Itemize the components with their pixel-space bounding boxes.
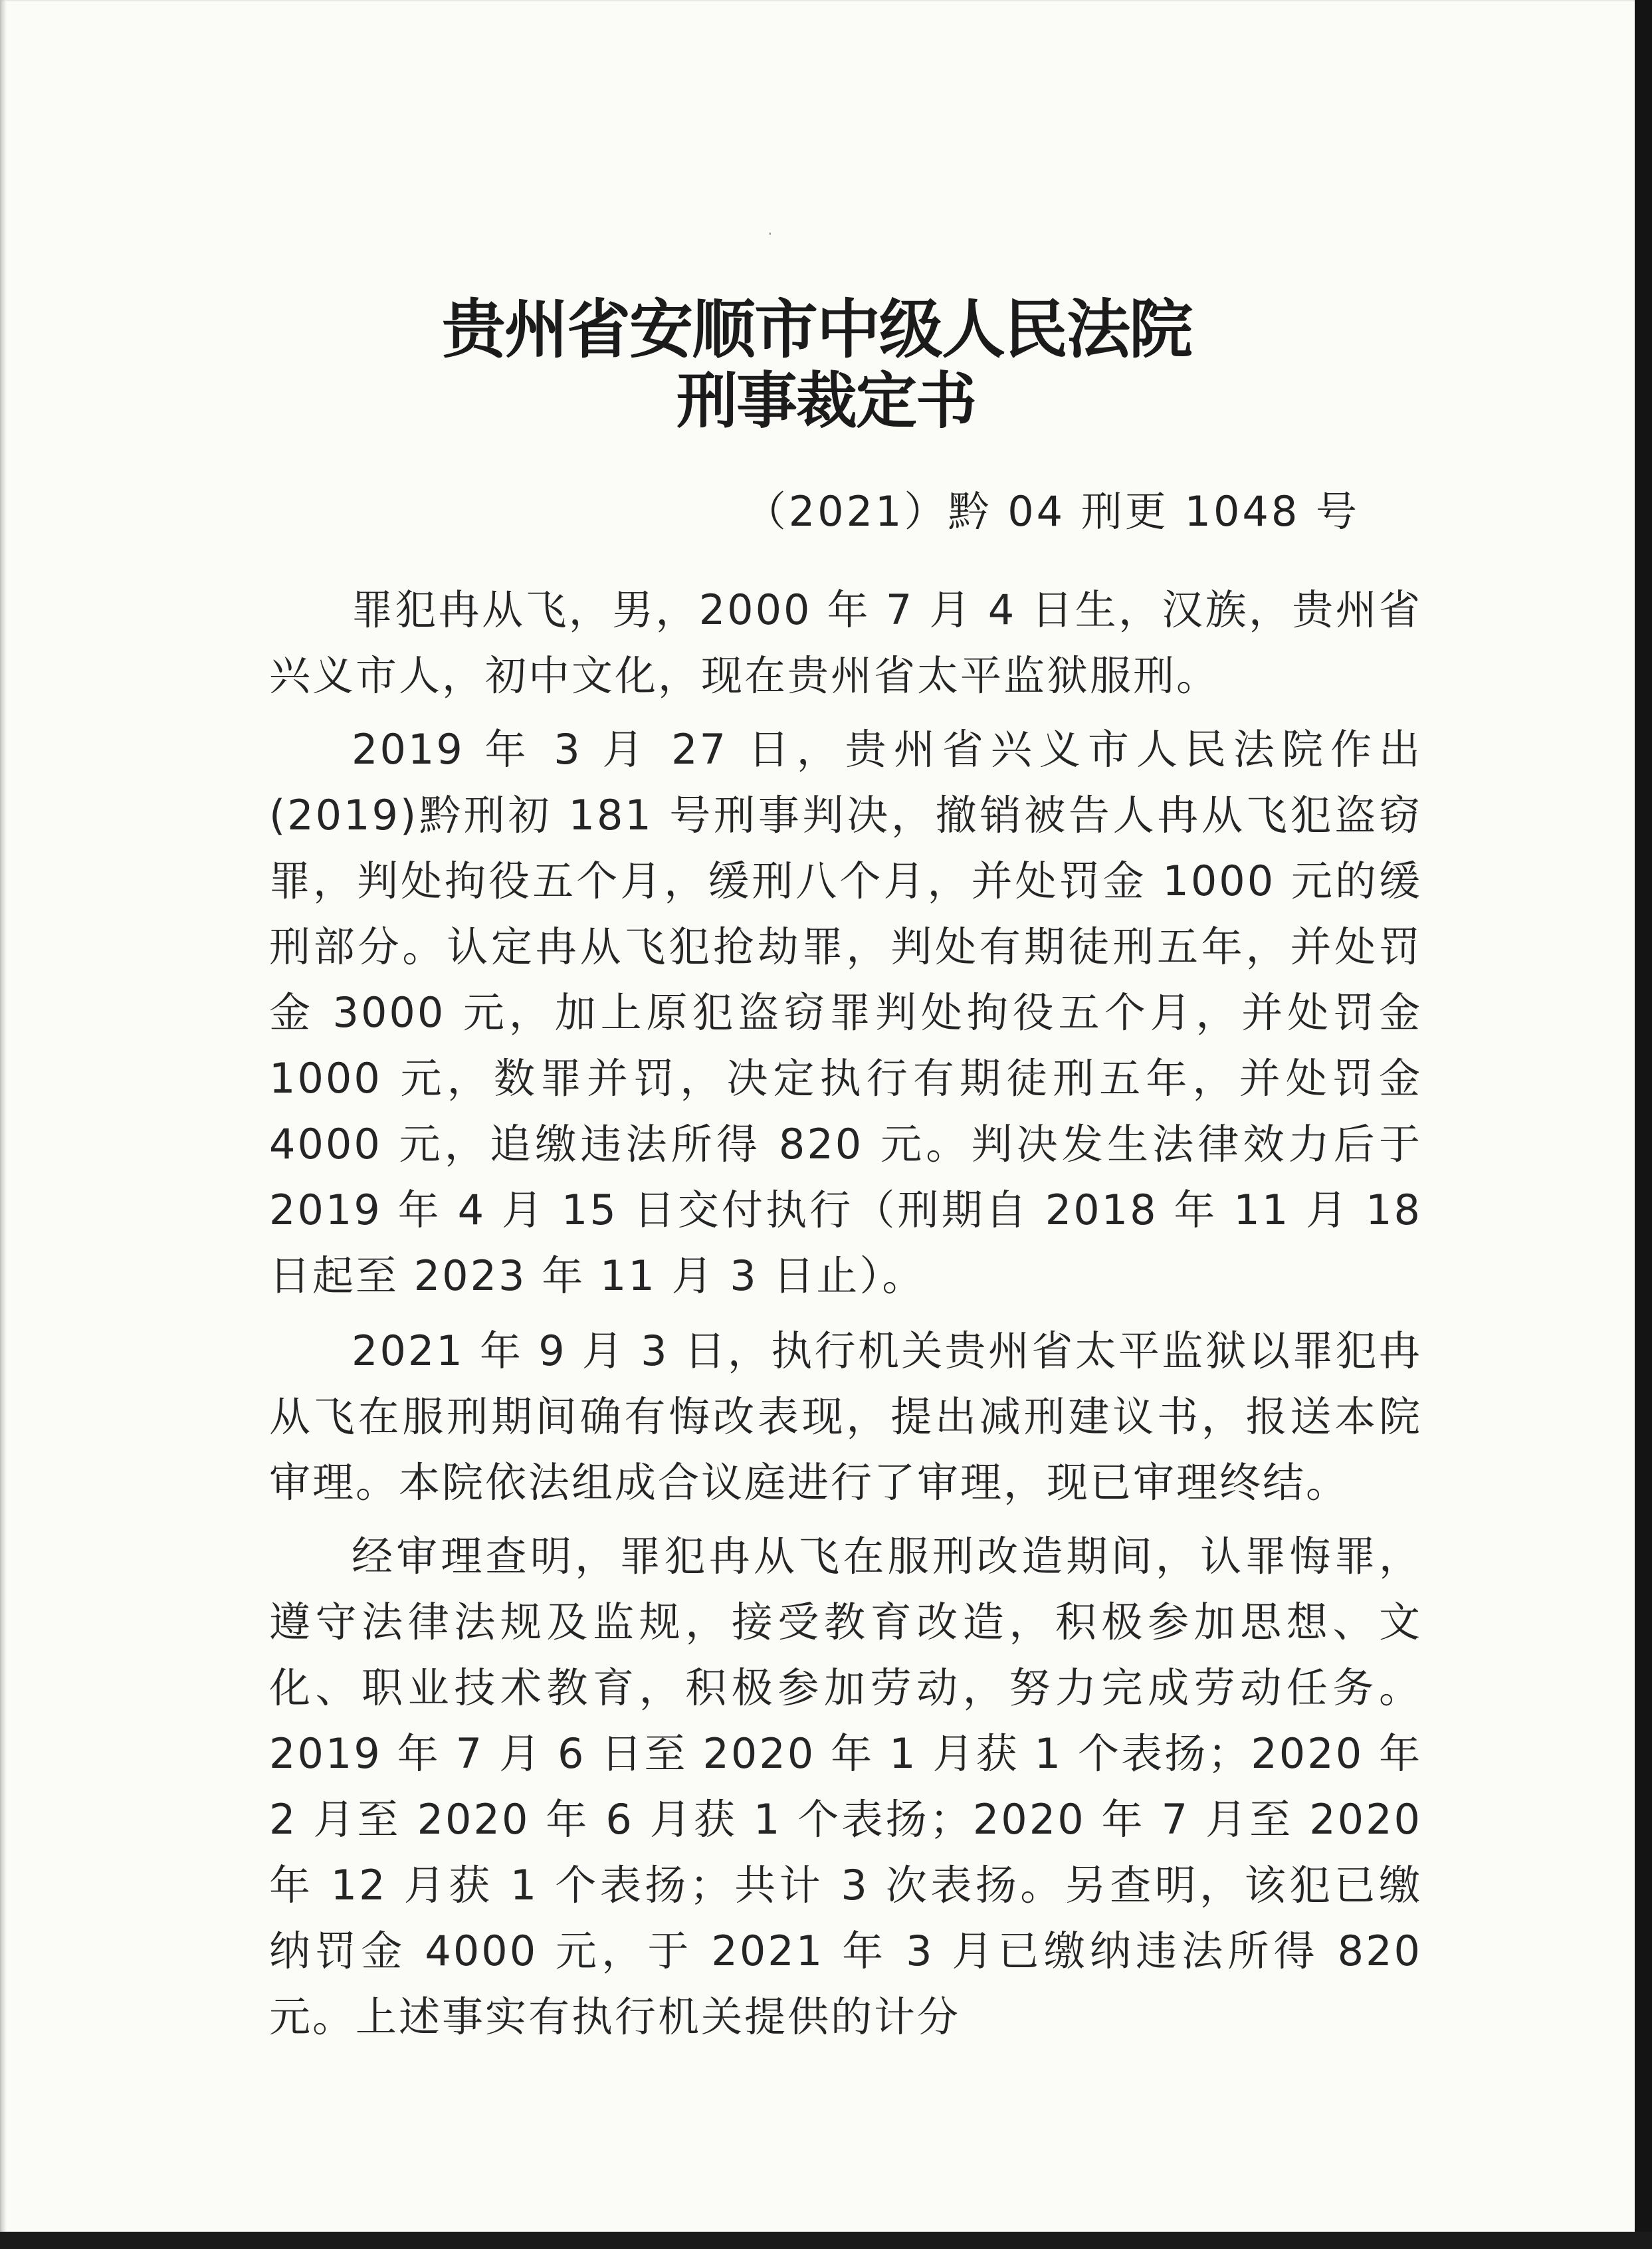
paragraph-original-judgment: 2019 年 3 月 27 日，贵州省兴义市人民法院作出(2019)黔刑初 181 号刑事判决，撤销被告人冉从飞犯盗窃罪，判处拘役五个月，缓刑八个月，并处罚金 1000 元的缓刑部分。认定冉从飞犯抢劫罪，判处有期徒刑五年，并处罚金 3000 元，加上原犯盗窃罪判处拘役五个月，并处罚金 1000 元，数罪并罚，决定执行有期徒刑五年，并处罚金 4000 元，追缴违法所得 820 元。判决发生法律效力后于 2019 年 4 月 15 日交付执行（刑期自 2018 年 11 月 18 日起至 2023 年 11 月 3 日止）。 — [269, 725, 1422, 1300]
document-body — [269, 577, 1422, 2058]
paragraph-findings: 经审理查明，罪犯冉从飞在服刑改造期间，认罪悔罪，遵守法律法规及监规，接受教育改造，积极参加思想、文化、职业技术教育，积极参加劳动，努力完成劳动任务。2019 年 7 月 6 日至 2020 年 1 月获 1 个表扬；2020 年 2 月至 2020 年 6 月获 1 个表扬；2020 年 7 月至 2020 年 12 月获 1 个表扬；共计 3 次表扬。另查明，该犯已缴纳罚金 4000 元，于 2021 年 3 月已缴纳违法所得 820 元。上述事实有执行机关提供的计分 — [269, 1532, 1422, 2041]
paragraph-defendant-info: 罪犯冉从飞，男，2000 年 7 月 4 日生，汉族，贵州省兴义市人，初中文化，现在贵州省太平监狱服刑。 — [269, 586, 1422, 700]
scan-bottom-edge — [0, 2232, 1652, 2249]
case-number: （2021）黔 04 刑更 1048 号 — [744, 487, 1360, 536]
scan-speck: · — [768, 225, 773, 243]
court-name-title: 贵州省安顺市中级人民法院 — [442, 292, 1191, 367]
paragraph-commutation-proposal: 2021 年 9 月 3 日，执行机关贵州省太平监狱以罪犯冉从飞在服刑期间确有悔改表现，提出减刑建议书，报送本院审理。本院依法组成合议庭进行了审理，现已审理终结。 — [269, 1327, 1422, 1507]
document-type-title: 刑事裁定书 — [676, 365, 976, 437]
